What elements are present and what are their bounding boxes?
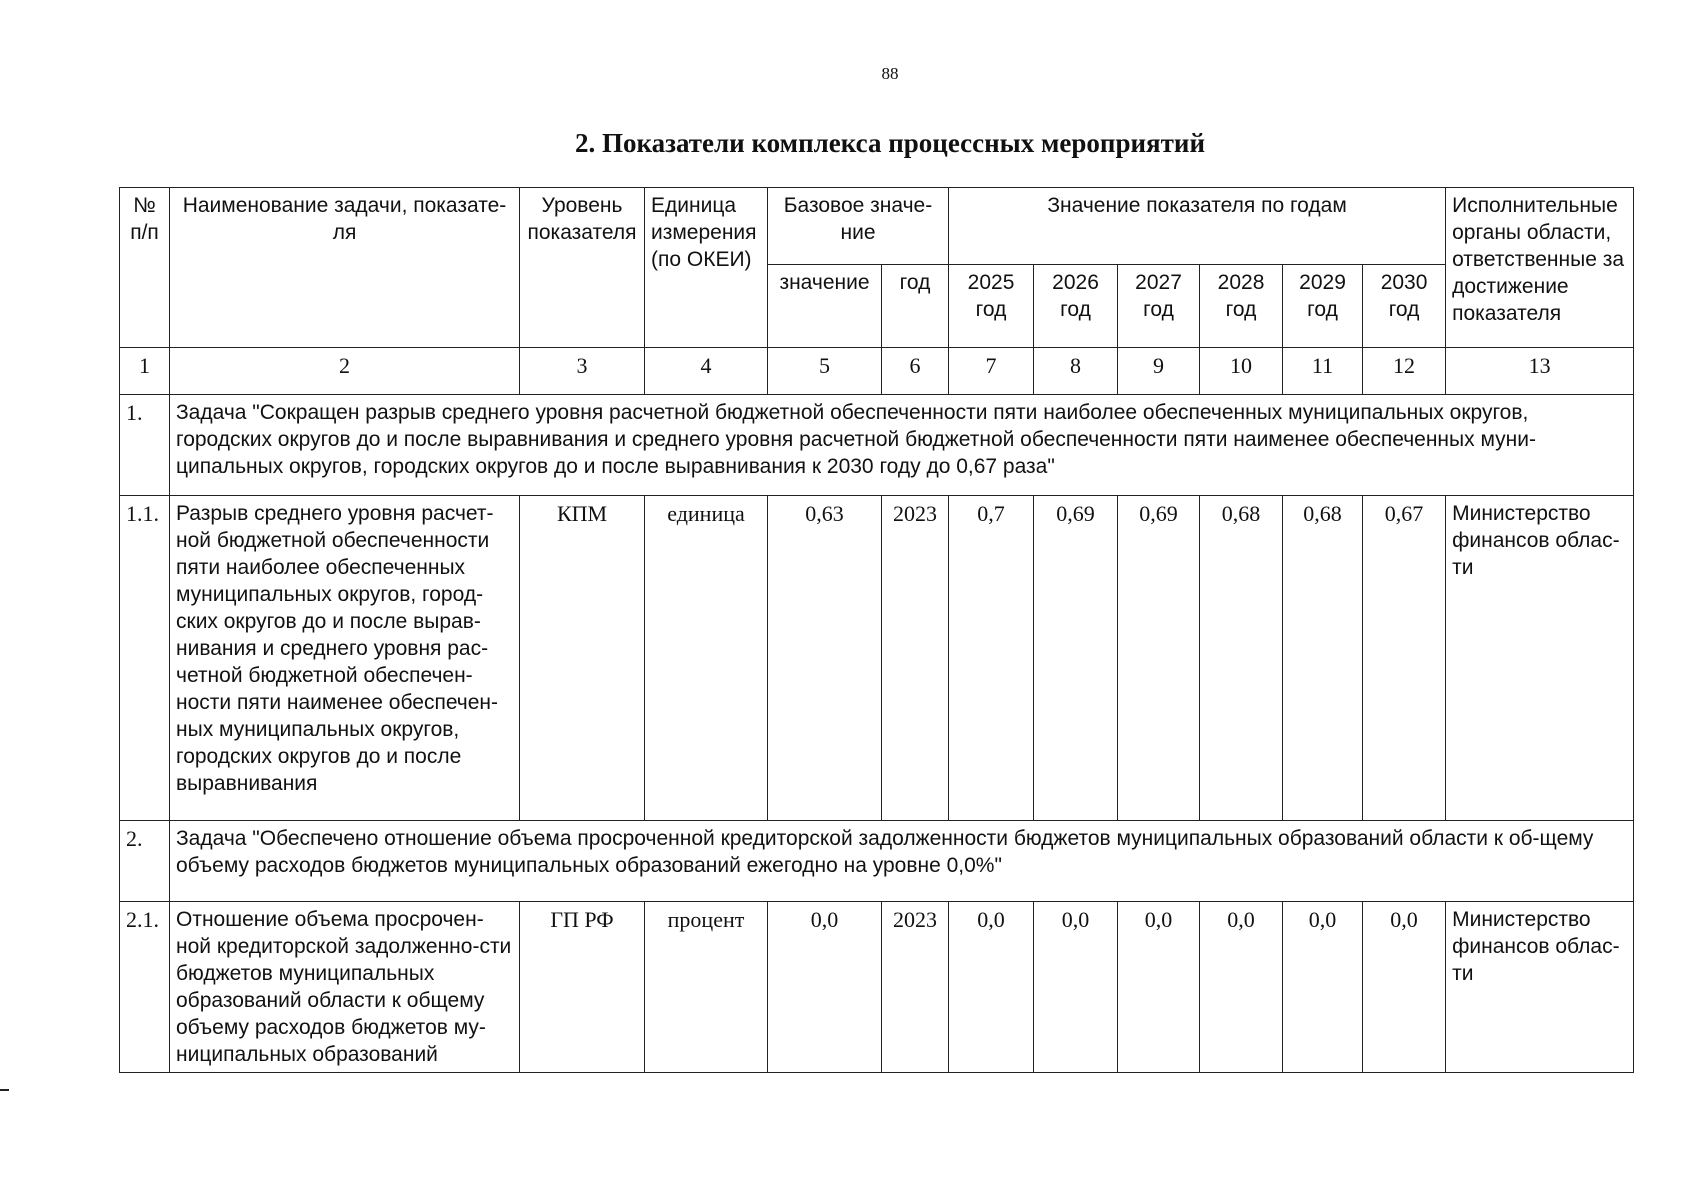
column-number: 12 <box>1363 348 1446 395</box>
indicator-base-value: 0,0 <box>768 902 882 1073</box>
header-level: Уровень показателя <box>520 188 645 348</box>
indicator-level: КПМ <box>520 496 645 821</box>
header-year-2027: 2027 год <box>1118 265 1200 348</box>
column-number: 13 <box>1446 348 1634 395</box>
column-number: 4 <box>645 348 768 395</box>
column-number: 5 <box>768 348 882 395</box>
task-row <box>120 395 1634 496</box>
indicator-row <box>120 902 1634 1073</box>
header-year-2028: 2028 год <box>1200 265 1283 348</box>
indicator-number: 2.1. <box>120 902 170 1073</box>
indicator-value-2028: 0,68 <box>1200 496 1283 821</box>
header-year-2030: 2030 год <box>1363 265 1446 348</box>
header-base-value: значение <box>768 265 882 348</box>
indicator-value-2026: 0,0 <box>1034 902 1118 1073</box>
page-number: 88 <box>881 64 899 83</box>
column-number: 11 <box>1283 348 1363 395</box>
indicator-unit: единица <box>645 496 768 821</box>
header-unit: Единица измерения (по ОКЕИ) <box>645 188 768 348</box>
indicator-executor: Министерство финансов облас-ти <box>1446 902 1634 1073</box>
scan-edge-mark <box>0 1089 9 1091</box>
task-text: Задача "Сокращен разрыв среднего уровня расчетной бюджетной обеспеченности пяти наиболее обеспеченных муниципальных округов, городских округов до и после выравнивания и среднего уровня расчетной бюджетной обеспеченности пяти наименее обеспеченных муни-ципальных округов, городских округов до и после выравнивания к 2030 году до 0,67 раза" <box>170 395 1634 496</box>
column-number: 1 <box>120 348 170 395</box>
task-text: Задача "Обеспечено отношение объема просроченной кредиторской задолженности бюджетов муниципальных образований области к об-щему объему расходов бюджетов муниципальных образований ежегодно на уровне 0,0%" <box>170 821 1634 902</box>
indicator-name: Разрыв среднего уровня расчет-ной бюджетной обеспеченности пяти наиболее обеспеченных муниципальных округов, город-ских округов до и после вырав-нивания и среднего уровня рас-четной бюджетной обеспечен-ности пяти наименее обеспечен-ных муниципальных округов, городских округов до и после выравнивания <box>170 496 520 821</box>
indicator-number: 1.1. <box>120 496 170 821</box>
column-number: 9 <box>1118 348 1200 395</box>
header-base-year: год <box>882 265 949 348</box>
header-row-top <box>120 188 1634 265</box>
indicator-value-2029: 0,0 <box>1283 902 1363 1073</box>
header-by-years: Значение показателя по годам <box>949 188 1446 265</box>
header-year-2029: 2029 год <box>1283 265 1363 348</box>
indicator-row <box>120 496 1634 821</box>
header-executor: Исполнительные органы области, ответственные за достижение показателя <box>1446 188 1634 348</box>
indicator-level: ГП РФ <box>520 902 645 1073</box>
column-number: 7 <box>949 348 1034 395</box>
column-number: 6 <box>882 348 949 395</box>
indicator-base-year: 2023 <box>882 496 949 821</box>
task-number: 2. <box>120 821 170 902</box>
indicator-value-2030: 0,67 <box>1363 496 1446 821</box>
column-number: 3 <box>520 348 645 395</box>
indicator-executor: Министерство финансов облас-ти <box>1446 496 1634 821</box>
column-number: 10 <box>1200 348 1283 395</box>
indicator-value-2025: 0,0 <box>949 902 1034 1073</box>
indicator-name: Отношение объема просрочен-ной кредиторской задолженно-сти бюджетов муниципальных образований области к общему объему расходов бюджетов му-ниципальных образований <box>170 902 520 1073</box>
indicator-value-2028: 0,0 <box>1200 902 1283 1073</box>
indicator-base-value: 0,63 <box>768 496 882 821</box>
indicator-base-year: 2023 <box>882 902 949 1073</box>
header-name: Наименование задачи, показате-ля <box>170 188 520 348</box>
indicator-value-2027: 0,0 <box>1118 902 1200 1073</box>
indicator-value-2026: 0,69 <box>1034 496 1118 821</box>
indicator-unit: процент <box>645 902 768 1073</box>
indicator-value-2027: 0,69 <box>1118 496 1200 821</box>
indicator-value-2029: 0,68 <box>1283 496 1363 821</box>
column-number-row <box>120 348 1634 395</box>
column-number: 2 <box>170 348 520 395</box>
indicator-value-2025: 0,7 <box>949 496 1034 821</box>
indicator-value-2030: 0,0 <box>1363 902 1446 1073</box>
header-year-2026: 2026 год <box>1034 265 1118 348</box>
header-year-2025: 2025 год <box>949 265 1034 348</box>
header-num: № п/п <box>120 188 170 348</box>
task-number: 1. <box>120 395 170 496</box>
task-row <box>120 821 1634 902</box>
column-number: 8 <box>1034 348 1118 395</box>
indicators-table <box>119 187 1634 1073</box>
header-base: Базовое значе-ние <box>768 188 949 265</box>
page-title: 2. Показатели комплекса процессных мероприятий <box>574 128 1206 158</box>
